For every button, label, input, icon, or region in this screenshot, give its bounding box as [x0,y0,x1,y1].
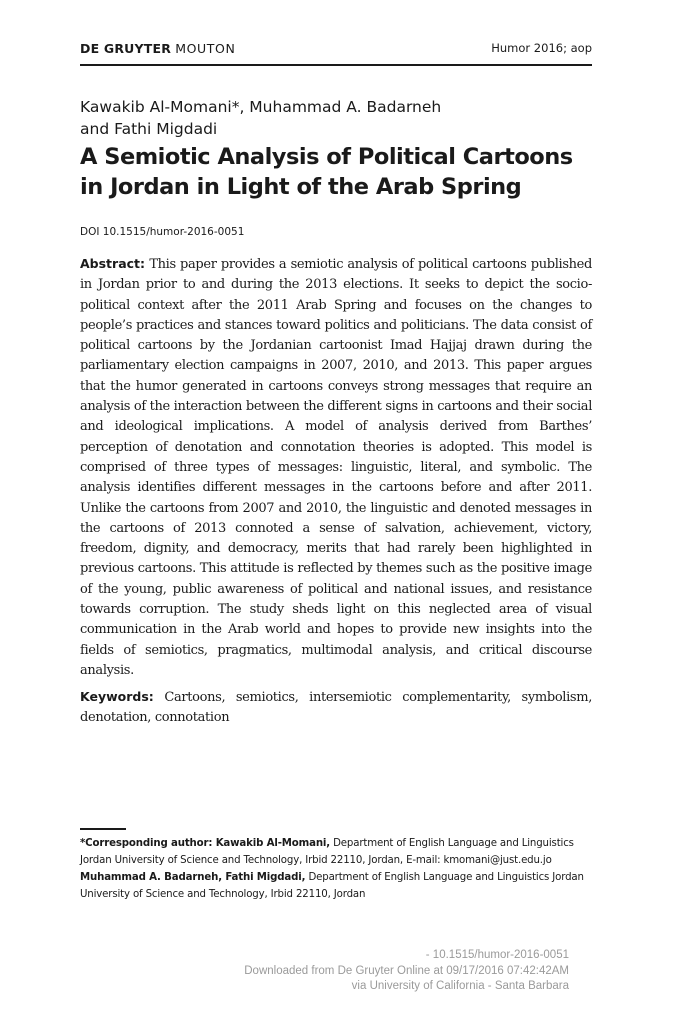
publisher-name-light: MOUTON [175,41,236,56]
keywords [80,687,592,729]
download-watermark [244,948,569,995]
keywords-text: Cartoons, semiotics, intersemiotic complementarity, symbolism, denotation, connotation [80,690,592,726]
abstract-label: Abstract: [80,256,146,271]
footnote [80,835,600,903]
download-doi: - 10.1515/humor-2016-0051 [425,949,569,961]
publisher-name-bold: DE GRUYTER [80,41,172,56]
doi: DOI 10.1515/humor-2016-0051 [80,226,245,238]
page-header [80,41,592,57]
article-title [80,142,640,202]
abstract [80,254,592,681]
download-info: Downloaded from De Gruyter Online at 09/17/2016 07:42:42AM [244,964,569,977]
author-line: and Fathi Migdadi [80,119,218,138]
title-line: in Jordan in Light of the Arab Spring [80,174,522,200]
coauthors-affiliation: Department of English Language and Linguistics Jordan University of Science and Technology, Irbid 22110, Jordan [80,872,584,900]
abstract-text: This paper provides a semiotic analysis of political cartoons published in Jordan prior to and during the 2013 elections. It seeks to depict the socio-political context after the 2011 Arab Spring and focuses on the changes to people’s practices and stances toward politics and politicians. The data consist of political cartoons by the Jordanian cartoonist Imad Hajjaj drawn during the parliamentary election campaigns in 2007, 2010, and 2013. This paper argues that the humor generated in cartoons conveys strong messages that require an analysis of the interaction between the different signs in cartoons and their social and ideological implications. A model of analysis derived from Barthes’ perception of denotation and connotation theories is adopted. This model is comprised of three types of messages: linguistic, literal, and symbolic. The analysis identifies different messages in the cartoons before and after 2011. Unlike the cartoons from 2007 and 2010, the linguistic and denoted messages in the cartoons of 2013 connoted a sense of salvation, achievement, victory, freedom, dignity, and democracy, merits that had rarely been highlighted in previous cartoons. This attitude is reflected by themes such as the positive image of the young, public awareness of political and national issues, and resistance towards corruption. The study sheds light on this neglected area of visual communication in the Arab world and hopes to provide new insights into the fields of semiotics, pragmatics, multimodal analysis, and critical discourse analysis. [80,257,592,678]
journal-citation: Humor 2016; aop [491,41,592,55]
corresponding-author-affiliation: Department of English Language and Linguistics Jordan University of Science and Technology, Irbid 22110, Jordan, E-mail: kmomani@just.edu.jo [80,838,574,866]
coauthors-label: Muhammad A. Badarneh, Fathi Migdadi, [80,872,306,883]
publisher-logo [80,41,235,56]
author-list [80,97,600,140]
download-institution: via University of California - Santa Barbara [351,980,569,992]
header-rule [80,64,592,66]
author-line: Kawakib Al-Momani*, Muhammad A. Badarneh [80,98,442,116]
corresponding-author-label: *Corresponding author: Kawakib Al-Momani, [80,838,330,849]
footnote-rule [80,828,126,830]
keywords-label: Keywords: [80,689,154,704]
title-line: A Semiotic Analysis of Political Cartoons [80,144,573,170]
